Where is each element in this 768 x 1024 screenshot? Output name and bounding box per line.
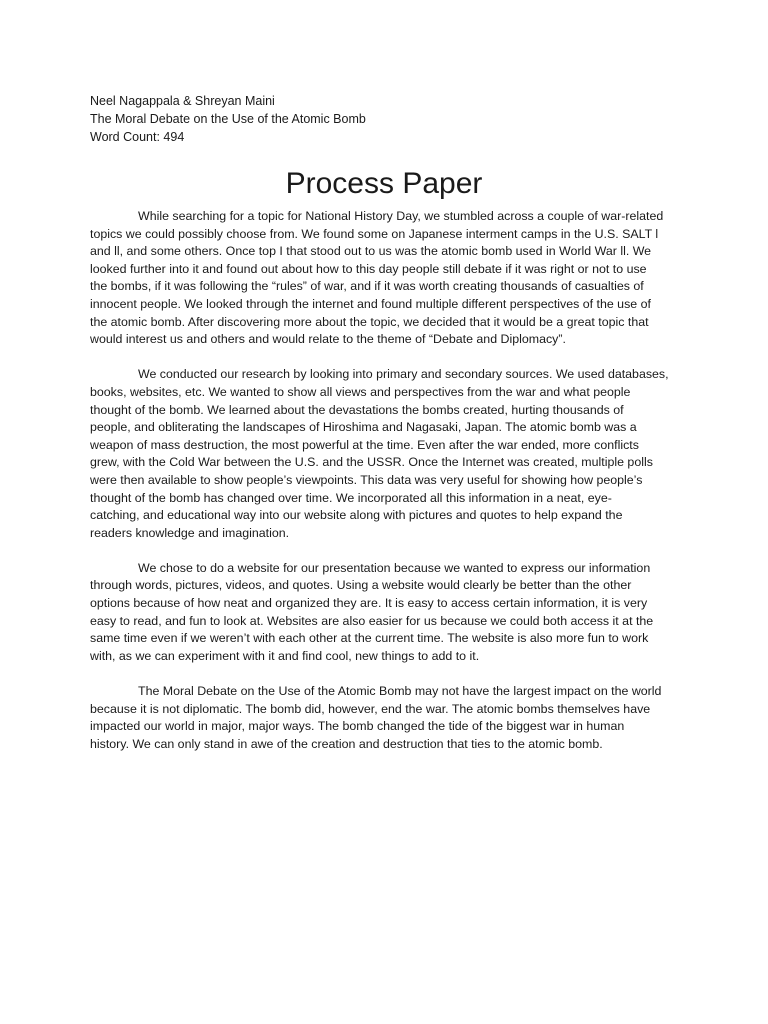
page-title: Process Paper xyxy=(285,167,483,200)
paragraph-line: innocent people. We looked through the internet and found multiple different perspectives of the use of xyxy=(90,296,651,311)
paragraph-4 xyxy=(90,683,678,753)
paragraph-line: weapon of mass destruction, the most powerful at the time. Even after the war ended, more conflicts xyxy=(90,437,639,452)
paragraph-line: the bombs, if it was following the “rules” of war, and if it was worth creating thousands of casualties of xyxy=(90,279,644,294)
document-header xyxy=(90,92,366,146)
project-title-line: The Moral Debate on the Use of the Atomic Bomb xyxy=(90,112,366,126)
document-body xyxy=(90,208,678,771)
authors-line: Neel Nagappala & Shreyan Maini xyxy=(90,94,275,108)
paragraph-line: history. We can only stand in awe of the creation and destruction that ties to the atomic bomb. xyxy=(90,736,603,751)
paragraph-line: While searching for a topic for National History Day, we stumbled across a couple of war-related xyxy=(138,209,664,223)
paragraph-line: people, and obliterating the landscapes of Hiroshima and Nagasaki, Japan. The atomic bomb was a xyxy=(90,420,637,435)
paragraph-line: We conducted our research by looking into primary and secondary sources. We used databases, xyxy=(138,367,669,382)
paragraph-line: same time even if we weren’t with each other at the current time. The website is also more fun to work xyxy=(90,631,649,646)
paragraph-line: through words, pictures, videos, and quotes. Using a website would clearly be better than the other xyxy=(90,578,632,593)
paragraph-line: grew, with the Cold War between the U.S. and the USSR. Once the Internet was created, multiple polls xyxy=(90,455,653,470)
paragraph-line: looked further into it and found out about how to this day people still debate if it was right or not to use xyxy=(90,261,647,276)
paragraph-line: and ll, and some others. Once top I that stood out to us was the atomic bomb used in World War ll. We xyxy=(90,244,652,259)
paragraph-line: We chose to do a website for our presentation because we wanted to express our information xyxy=(138,560,651,575)
paragraph-2 xyxy=(90,366,678,542)
paragraph-line: options because of how neat and organized they are. It is easy to access certain information, it is very xyxy=(90,596,648,611)
paragraph-line: thought of the bomb. We learned about the devastations the bombs created, hurting thousands of xyxy=(90,402,624,417)
paragraph-line: with, as we can experiment with it and find cool, new things to add to it. xyxy=(90,648,480,663)
paragraph-1 xyxy=(90,208,678,349)
paragraph-line: because it is not diplomatic. The bomb did, however, end the war. The atomic bombs themselves have xyxy=(90,701,651,716)
word-count-line: Word Count: 494 xyxy=(90,130,185,144)
paragraph-line: were then available to show people’s viewpoints. This data was very useful for showing how people’s xyxy=(90,472,643,487)
paragraph-line: books, websites, etc. We wanted to show all views and perspectives from the war and what people xyxy=(90,384,631,399)
paragraph-3 xyxy=(90,560,678,666)
paragraph-line: would interest us and others and would relate to the theme of “Debate and Diplomacy”. xyxy=(90,332,566,347)
paragraph-line: thought of the bomb has changed over time. We incorporated all this information in a neat, eye- xyxy=(90,490,612,505)
paragraph-line: topics we could possibly choose from. We found some on Japanese interment camps in the U.S. SALT l xyxy=(90,226,659,241)
paragraph-line: the atomic bomb. After discovering more about the topic, we decided that it would be a great topic that xyxy=(90,314,649,329)
paragraph-line: readers knowledge and imagination. xyxy=(90,525,290,540)
paragraph-line: impacted our world in major, major ways. The bomb changed the tide of the biggest war in human xyxy=(90,719,625,734)
paragraph-line: The Moral Debate on the Use of the Atomic Bomb may not have the largest impact on the world xyxy=(138,684,662,699)
paragraph-line: catching, and educational way into our website along with pictures and quotes to help expand the xyxy=(90,508,623,523)
paragraph-line: easy to read, and fun to look at. Websites are also easier for us because we could both access it at the xyxy=(90,613,654,628)
